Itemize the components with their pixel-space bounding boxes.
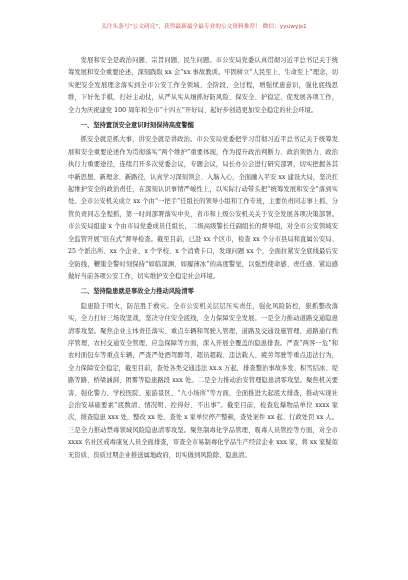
section-heading-1: 一、坚持置顶安全意识时刻保持高度警醒 xyxy=(80,122,194,130)
promo-banner: 关注头条号“公文研究”，获得最新最全最专业的公文资料推荐！ 微信：yyuwyjs1 xyxy=(101,24,307,30)
intro-paragraph: 发展和安全是政治问题、宗旨问题、民生问题。市公安局党委认真贯彻习近平总书记关于统筹发展和安全重要论述，深刻践取 xx 会“xx 事故教训。牢固树立“人民至上、生命至上”理念，切实把安全发展理念落实到全市公安工作全领域、全阶段、全过程，增强忧患意识，强化底线思维，下好先手棋，打好主动仗，从严从实从细抓好防风险、保安全、护稳定、促发展各项工作，全力为庆祝建党 100 周年和全市“十四五”开好局、起好步创造更加安全稳定的社会环境。 xyxy=(68,57,338,114)
section-1-paragraph: 抓安全就是抓大事，讲安全就是讲政治。市公安局党委把学习贯彻习近平总书记关于统筹发展和安全重要论述作为贯彻落实“两个维护”重要体现，作为提升政治判断力、政治领悟力、政治执行力重要途径，连续召开多次党委会议，专题会议，局长办公会进行研究部署，切实把握各其中新思想、新理念、新路径，认真学习深刻领会、入脑入心，全面融入平安 xx 建设大局，坚决扛起维护安全的政治责任，在深刻认识事情严峻性上，以实际行动带头把“统筹发展和安全”落到实处。全市公安机关成立 xx 个由“一把手”任组长的领导小组和工作专班，主要负责同志事上抓、分管负责同志全程抓，第一时间部署落实中央，省市和上级公安机关关于安全发展各项决策部署。市公安局组建 x 个由市局党委成员任组长，二级高级警长任副组长的督导组，对全市公安领域安全监管开展“驻在式”督导检查。截至目前，已赴 xx 个区市，检查 xx 个分市县局和直属公安局、25 个派出所、xx 个企业、x 个学校、x 个消费卡口，发现问题 xx 个，全面拉紧安全底线最后安全防线，鞭策全警时刻保持“如临深渊、如履薄冰”的高度警觉，以强烈使命感、责任感、紧迫感做好当前各项公安工作，切实维护安全稳定社会环境。 xyxy=(68,136,338,280)
document-body xyxy=(68,55,338,462)
section-heading-2: 二、坚持隐患就是事故全力推动风险清零 xyxy=(80,288,194,296)
section-2-paragraph: 隐患险于明火，防范胜于救灾。全市公安机关层层压实责任，强化风险防控，狠抓整改落实，全力打好三场攻坚战，坚决守住安全底线，全力保障安全发展。一是全力推动道路交通隐患清零攻坚。聚焦企业主体责任落实、重点车辆和驾驶人管理、道路及交通设施管理、道路通行秩序管理、农村交通安全管理、应急保障等方面，深入开展全覆盖的隐患排查。严查“两客一危”和农村面包车等重点车辆，严查严处酒驾醉驾、超员超载、违法载人、疲劳驾驶等重点违法行为，全力保障安全稳定，截至目前，查处各类交通违法 xx.x 万起，排查整治事故多发、积雪结冰、堤路等路、桥梁涵洞、团雾等隐患路段 xxx 处。二是全力推动治安管理隐患清零攻坚。聚焦机关要害、强化警力、学校医院、旅游景区、“九小场所”等方面，全面推进大起底大排查，推动实现社会治安基础要素“底数清、情况明、控得好、不出事”。截至目前，检查危爆物品单位 xxxx 家次，排查隐患 xxx 处，整改 xx 处，查处 x 家单位停产整顿，查处案件 xx 起、行政处罚 xx 人。三是全力推动禁毒领域风险隐患清零攻坚。聚焦制毒化学品管理、吸毒人员管控等方面，对全市 xxxx 名社区戒毒康复人员全面排查，审查全市易制毒化学品生产经营企业 xxx 家，将 xx 家疑似无资质、资质过期企业推送属地政府，切实做到风险除、隐患清。 xyxy=(68,302,338,459)
